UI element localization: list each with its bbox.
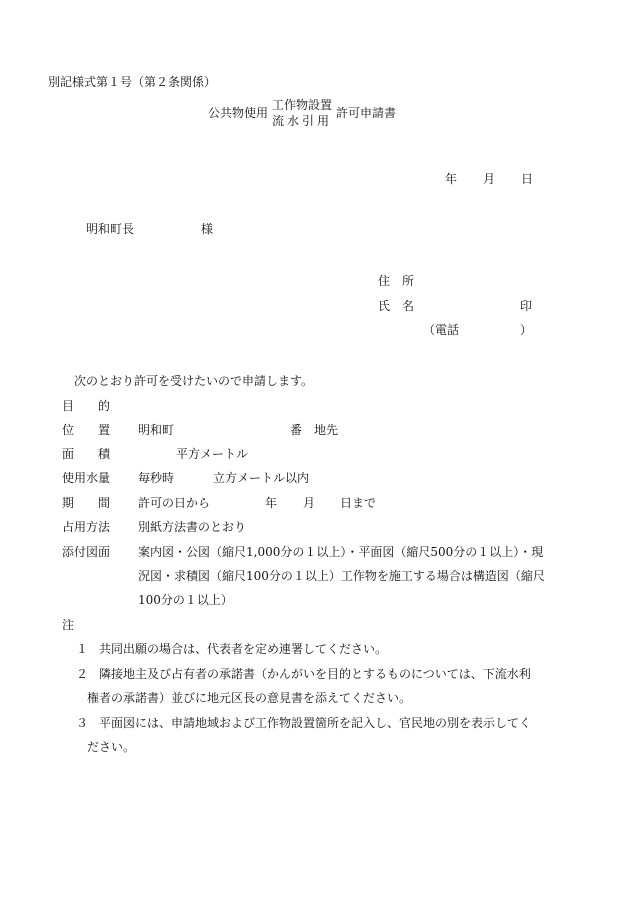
form-number: 別記様式第１号（第２条関係） [48, 75, 217, 89]
location-town: 明和町 [138, 423, 175, 437]
title-prefix: 公共物使用 [208, 106, 269, 120]
period-from: 許可の日から [138, 496, 211, 510]
note-3-line-2: ださい。 [87, 740, 136, 754]
phone-open: （電話 [423, 323, 460, 337]
attachment-line-3: 100分の１以上） [138, 593, 233, 607]
seal-mark: 印 [520, 299, 533, 313]
water-unit: 立方メートル以内 [213, 471, 310, 485]
area-label: 面 積 [62, 447, 111, 461]
addressee-name: 明和町長 [86, 222, 135, 236]
title-option-bottom: 流水引用 [272, 114, 333, 128]
note-3-line-1: 平面図には、申請地域および工作物設置箇所を記入し、官民地の別を表示してく [99, 716, 532, 730]
note-1-number: １ [76, 642, 89, 656]
applicant-name-label: 氏 名 [378, 299, 415, 313]
period-month: 月 [303, 496, 316, 510]
attachment-line-2: 況図・求積図（縮尺100分の１以上）工作物を施工する場合は構造図（縮尺 [138, 569, 545, 583]
date-month: 月 [483, 172, 496, 186]
note-2-line-2: 権者の承諾書）並びに地元区長の意見書を添えてください。 [87, 691, 412, 705]
title-suffix: 許可申請書 [336, 106, 397, 120]
area-unit: 平方メートル [176, 447, 249, 461]
note-2-line-1: 隣接地主及び占有者の承諾書（かんがいを目的とするものについては、下流水利 [99, 667, 531, 681]
location-suffix: 番 地先 [290, 423, 339, 437]
period-label: 期 間 [62, 496, 111, 510]
purpose-label: 目 的 [62, 399, 111, 413]
note-1-text: 共同出願の場合は、代表者を定め連署してください。 [99, 642, 388, 656]
addressee-honorific: 様 [201, 222, 214, 236]
water-label: 使用水量 [62, 471, 111, 485]
method-label: 占用方法 [62, 520, 111, 534]
phone-close: ） [520, 323, 533, 337]
date-day: 日 [521, 172, 534, 186]
note-3-number: ３ [76, 716, 89, 730]
title-option-top: 工作物設置 [272, 98, 333, 112]
attachment-line-1: 案内図・公図（縮尺1,000分の１以上）・平面図（縮尺500分の１以上）・現 [138, 545, 544, 559]
date-year: 年 [445, 172, 458, 186]
location-label: 位 置 [62, 423, 111, 437]
method-value: 別紙方法書のとおり [138, 520, 247, 534]
applicant-address-label: 住 所 [378, 274, 415, 288]
attachment-label: 添付図面 [62, 545, 111, 559]
period-year: 年 [265, 496, 278, 510]
intro-statement: 次のとおり許可を受けたいので申請します。 [74, 374, 314, 388]
water-per-second: 毎秒時 [138, 471, 175, 485]
notes-heading: 注 [62, 618, 75, 632]
note-2-number: ２ [76, 667, 89, 681]
period-until: 日まで [340, 496, 377, 510]
